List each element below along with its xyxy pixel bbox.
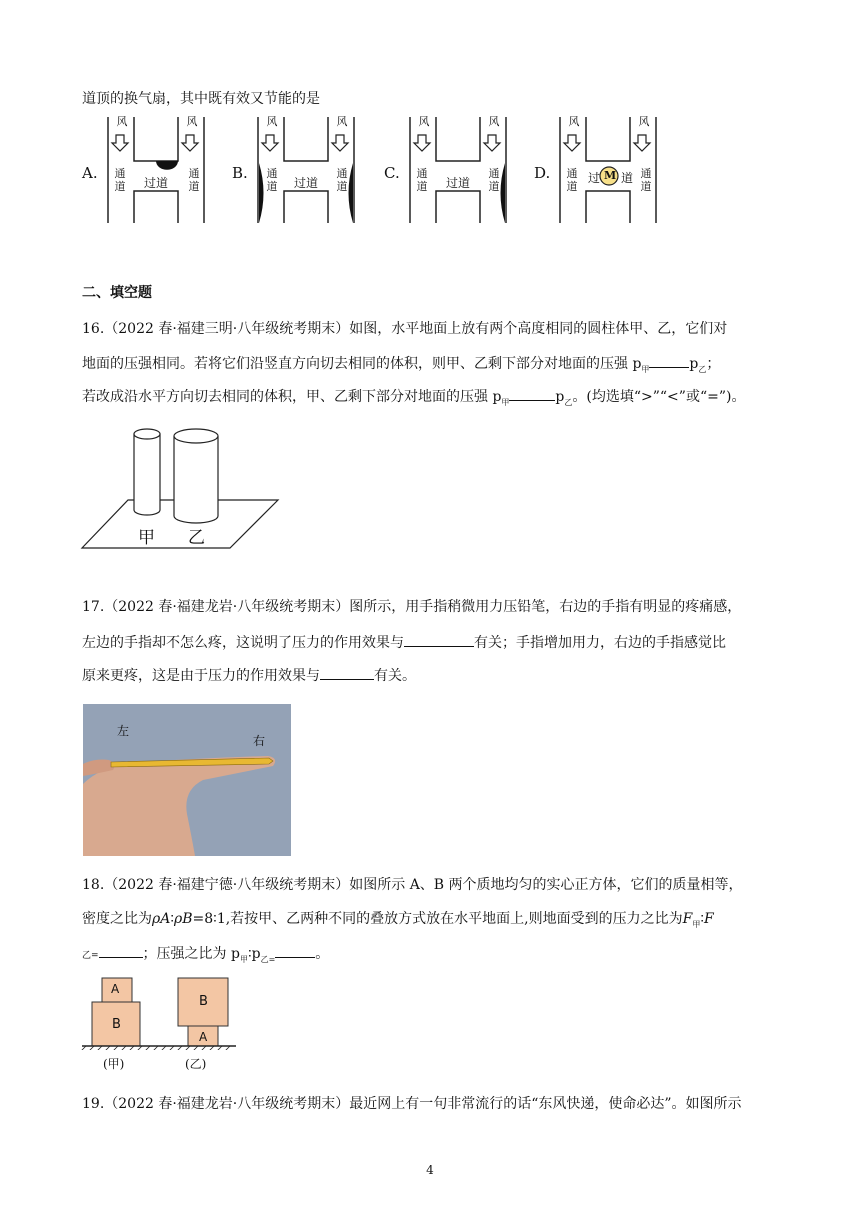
q16-sub-jia: 甲 (641, 364, 650, 374)
option-d-passage-right: 道 (621, 171, 634, 185)
q18-line1: 18.（2022 春·福建宁德·八年级统考期末）如图所示 A、B 两个质地均匀的实心正方体，它们的质量相等， (82, 877, 743, 893)
q17-line2 (82, 632, 726, 653)
q18-block-a-top: A (111, 982, 120, 996)
q18-block-a-bottom: A (199, 1030, 208, 1044)
q16-line2b: p (689, 356, 699, 372)
q17-blank-1[interactable] (404, 632, 474, 647)
q18-F-yi: F (704, 911, 714, 927)
q15-tail-text: 道顶的换气扇，其中既有效又节能的是 (82, 91, 320, 107)
option-c-channel-left-2: 道 (416, 180, 428, 193)
q18-blank-1[interactable] (99, 943, 143, 958)
q18-line2 (82, 909, 714, 935)
option-b-passage: 过道 (294, 176, 319, 190)
q16-cylinders-figure (80, 424, 280, 550)
q16-blank-2[interactable] (509, 386, 555, 401)
option-b-channel-right-1: 通 (336, 167, 348, 180)
q18-caption-jia: (甲) (103, 1057, 125, 1071)
option-b-channel-right-2: 道 (336, 180, 348, 193)
q17-line3 (82, 665, 416, 686)
option-b-wind-left: 风 (266, 115, 278, 128)
q18-rho-a: ρA (152, 911, 171, 927)
option-d-channel-right-1: 通 (640, 167, 652, 180)
q18-caption-yi: (乙) (185, 1057, 207, 1071)
option-d-label: D. (534, 164, 551, 182)
q16-blank-1[interactable] (649, 353, 689, 368)
q18-block-b-bottom: B (112, 1017, 121, 1032)
q18-line3 (82, 943, 329, 970)
q17-line2b: 有关；手指增加用力，右边的手指感觉比 (474, 635, 726, 651)
option-d-wind-left: 风 (568, 115, 580, 128)
q18-blank-2[interactable] (275, 943, 315, 958)
option-b-wind-right: 风 (336, 115, 348, 128)
q16-line3b: p (555, 389, 565, 405)
q18-line3a: 乙= (82, 951, 99, 961)
option-c-label: C. (384, 164, 400, 182)
option-a-passage: 过道 (144, 176, 169, 190)
q16-sub-jia-2: 甲 (501, 397, 510, 407)
q16-line3 (82, 386, 745, 413)
q16-label-yi: 乙 (188, 528, 205, 548)
hand-pencil-illustration (83, 704, 291, 856)
photo-label-right: 右 (253, 734, 266, 748)
option-b-channel-left-2: 道 (266, 180, 278, 193)
q16-label-jia: 甲 (138, 528, 155, 548)
q17-photo (83, 704, 291, 856)
q16-line3a: 若改成沿水平方向切去相同的体积，甲、乙剩下部分对地面的压强 p (82, 389, 502, 405)
option-b-channel-left-1: 通 (266, 167, 278, 180)
q17-line3a: 原来更疼，这是由于压力的作用效果与 (82, 668, 320, 684)
option-c-channel-right-2: 道 (488, 180, 500, 193)
option-b-label: B. (232, 164, 248, 182)
q18-line3d: 乙= (260, 954, 276, 964)
q18-F-jia: F (682, 911, 693, 927)
q17-line1: 17.（2022 春·福建龙岩·八年级统考期末）图所示，用手指稍微用力压铅笔，右边的手指有明显的疼痛感， (82, 599, 742, 615)
q16-sub-yi-2: 乙 (564, 397, 573, 407)
option-a-label: A. (82, 164, 98, 182)
photo-label-left: 左 (117, 724, 130, 738)
section-title: 二、填空题 (82, 285, 152, 301)
q16-line2 (82, 353, 720, 380)
option-a-wind-right: 风 (186, 115, 198, 128)
q18-line2a: 密度之比为 (82, 911, 152, 927)
option-d-channel-left-1: 通 (566, 167, 578, 180)
option-a-channel-left-2: 道 (114, 180, 126, 193)
q16-line3c: 。(均选填“>”“<”或“=”)。 (572, 389, 746, 405)
option-d-passage-left: 过 (588, 171, 601, 185)
q16-line2a: 地面的压强相同。若将它们沿竖直方向切去相同的体积，则甲、乙剩下部分对地面的压强 p (82, 356, 642, 372)
q17-blank-2[interactable] (320, 665, 374, 680)
q18-line3e: 。 (315, 946, 330, 962)
option-c-channel-left-1: 通 (416, 167, 428, 180)
q18-colon: ∶ (170, 911, 174, 927)
option-d-channel-right-2: 道 (640, 180, 652, 193)
q18-line2b: =8∶1,若按甲、乙两种不同的叠放方式放在水平地面上,则地面受到的压力之比为 (192, 911, 683, 927)
q18-sub-jia: 甲 (692, 919, 701, 929)
q16-line1: 16.（2022 春·福建三明·八年级统考期末）如图，水平地面上放有两个高度相同的圆柱体甲、乙，它们对 (82, 321, 728, 337)
q18-blocks-figure (80, 972, 240, 1050)
option-a-wind-left: 风 (116, 115, 128, 128)
q17-line3b: 有关。 (374, 668, 416, 684)
option-c-passage: 过道 (446, 176, 471, 190)
option-d-wind-right: 风 (638, 115, 650, 128)
option-a-channel-right-2: 道 (188, 180, 200, 193)
option-a-channel-left-1: 通 (114, 167, 126, 180)
q18-sub-jia-2: 甲 (239, 954, 248, 964)
option-c-wind-right: 风 (488, 115, 500, 128)
q18-rho-b: ρB (174, 911, 193, 927)
option-d-channel-left-2: 道 (566, 180, 578, 193)
q17-line2a: 左边的手指却不怎么疼，这说明了压力的作用效果与 (82, 635, 404, 651)
fan-motor-icon: M (604, 169, 617, 182)
q18-block-b-top: B (199, 994, 208, 1009)
option-c-wind-left: 风 (418, 115, 430, 128)
q18-line3c: ∶p (247, 946, 261, 962)
option-c-channel-right-1: 通 (488, 167, 500, 180)
page-number: 4 (426, 1163, 434, 1177)
q19-line1: 19.（2022 春·福建龙岩·八年级统考期末）最近网上有一句非常流行的话“东风快递，使命必达”。如图所示 (82, 1096, 742, 1112)
q16-line2c: ； (706, 356, 721, 372)
q18-colon-2: ∶ (700, 911, 704, 927)
q18-line3b: ；压强之比为 p (142, 946, 240, 962)
q16-sub-yi: 乙 (698, 364, 707, 374)
option-a-channel-right-1: 通 (188, 167, 200, 180)
